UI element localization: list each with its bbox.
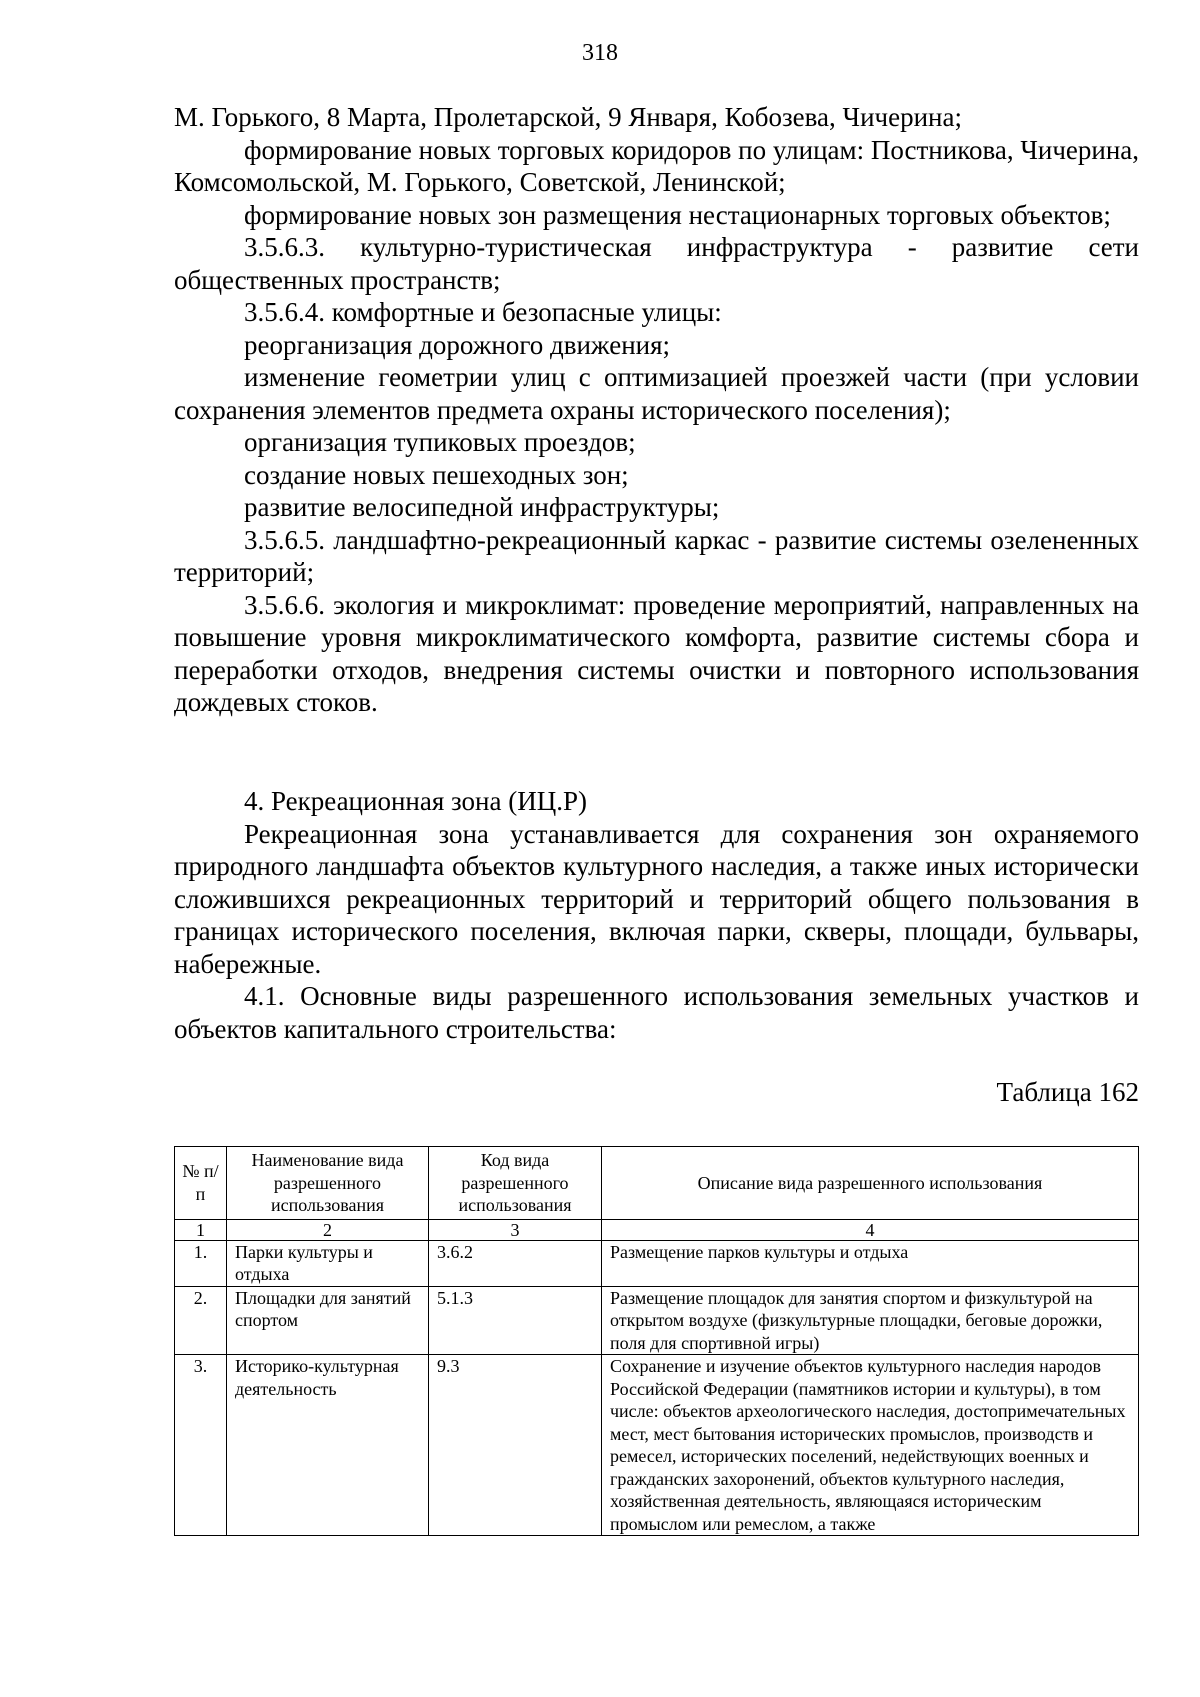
usage-table bbox=[174, 1146, 1139, 1536]
table-row bbox=[175, 1240, 1139, 1286]
row-description: Размещение площадок для занятия спортом и физкультурой на открытом воздухе (физкультурные площадки, беговые дорожки, поля для спортивной игры) bbox=[602, 1286, 1139, 1355]
row-code: 5.1.3 bbox=[429, 1286, 602, 1355]
paragraph: формирование новых зон размещения нестационарных торговых объектов; bbox=[244, 199, 1111, 230]
header-code: Код вида разрешенного использования bbox=[429, 1147, 602, 1220]
column-number: 2 bbox=[227, 1219, 429, 1240]
paragraph: создание новых пешеходных зон; bbox=[244, 459, 629, 490]
section-recreation-zone bbox=[174, 785, 1139, 1045]
section-heading: 4. Рекреационная зона (ИЦ.Р) bbox=[244, 786, 587, 816]
row-num: 1. bbox=[175, 1240, 227, 1286]
paragraph: 3.5.6.3. культурно-туристическая инфраструктура - развитие сети общественных пространств; bbox=[174, 232, 1139, 295]
paragraph: М. Горького, 8 Марта, Пролетарской, 9 Января, Кобозева, Чичерина; bbox=[174, 102, 962, 132]
header-description: Описание вида разрешенного использования bbox=[602, 1147, 1139, 1220]
table-caption: Таблица 162 bbox=[996, 1077, 1139, 1107]
row-code: 3.6.2 bbox=[429, 1240, 602, 1286]
row-name: Площадки для занятий спортом bbox=[227, 1286, 429, 1355]
row-description: Размещение парков культуры и отдыха bbox=[602, 1240, 1139, 1286]
paragraph: 3.5.6.4. комфортные и безопасные улицы: bbox=[244, 297, 722, 327]
row-num: 2. bbox=[175, 1286, 227, 1355]
paragraph: реорганизация дорожного движения; bbox=[244, 329, 671, 360]
column-number: 3 bbox=[429, 1219, 602, 1240]
row-name: Парки культуры и отдыха bbox=[227, 1240, 429, 1286]
row-num: 3. bbox=[175, 1355, 227, 1536]
page-number: 318 bbox=[582, 40, 618, 66]
row-code: 9.3 bbox=[429, 1355, 602, 1536]
column-number: 4 bbox=[602, 1219, 1139, 1240]
column-number: 1 bbox=[175, 1219, 227, 1240]
paragraph: организация тупиковых проездов; bbox=[244, 427, 636, 457]
body-text-top bbox=[174, 101, 1139, 719]
paragraph: формирование новых торговых коридоров по улицам: Постникова, Чичерина, Комсомольской, М. Горького, Советской, Ленинской; bbox=[174, 134, 1140, 197]
header-name: Наименование вида разрешенного использования bbox=[227, 1147, 429, 1220]
column-number-row bbox=[175, 1219, 1139, 1240]
header-num: № п/п bbox=[175, 1147, 227, 1220]
paragraph: изменение геометрии улиц с оптимизацией проезжей части (при условии сохранения элементов предмета охраны исторического поселения); bbox=[174, 362, 1139, 425]
section-subheading: 4.1. Основные виды разрешенного использования земельных участков и объектов капитального строительства: bbox=[174, 981, 1139, 1044]
section-paragraph: Рекреационная зона устанавливается для сохранения зон охраняемого природного ландшафта объектов культурного наследия, а также иных исторически сложившихся рекреационных территорий и территорий общего пользования в границах исторического поселения, включая парки, скверы, площади, бульвары, набережные. bbox=[174, 818, 1139, 979]
paragraph: 3.5.6.6. экология и микроклимат: проведение мероприятий, направленных на повышение уровня микроклиматического комфорта, развитие системы сбора и переработки отходов, внедрения системы очистки и повторного использования дождевых стоков. bbox=[174, 589, 1139, 717]
table-header-row bbox=[175, 1147, 1139, 1220]
paragraph: 3.5.6.5. ландшафтно-рекреационный каркас - развитие системы озелененных территорий; bbox=[174, 524, 1139, 587]
row-description: Сохранение и изучение объектов культурного наследия народов Российской Федерации (памятников истории и культуры), в том числе: объектов археологического наследия, достопримечательных мест, мест бытования исторических промыслов, производств и ремесел, исторических поселений, недействующих военных и гражданских захоронений, объектов культурного наследия, хозяйственная деятельность, являющаяся историческим промыслом или ремеслом, а также bbox=[602, 1355, 1139, 1536]
table-row bbox=[175, 1355, 1139, 1536]
paragraph: развитие велосипедной инфраструктуры; bbox=[244, 492, 720, 522]
row-name: Историко-культурная деятельность bbox=[227, 1355, 429, 1536]
table-row bbox=[175, 1286, 1139, 1355]
